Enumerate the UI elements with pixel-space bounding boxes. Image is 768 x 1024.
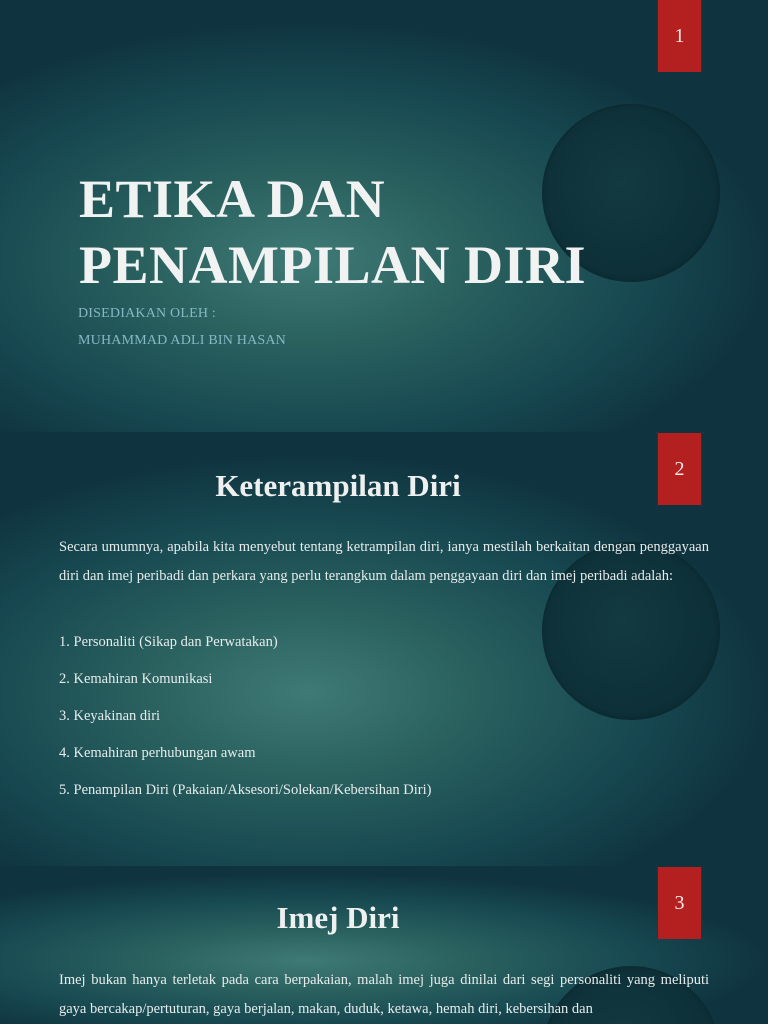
list-item: 1. Personaliti (Sikap dan Perwatakan) [59, 634, 278, 650]
slide-2 [0, 432, 768, 866]
slide-1 [0, 0, 768, 432]
list-item: 5. Penampilan Diri (Pakaian/Aksesori/Solekan/Kebersihan Diri) [59, 782, 432, 798]
intro-paragraph: Secara umumnya, apabila kita menyebut tentang ketrampilan diri, ianya mestilah berkaitan dengan penggayaan diri dan imej peribadi dan perkara yang perlu terangkum dalam penggayaan diri dan imej peribadi adalah: [59, 539, 709, 584]
author-name: MUHAMMAD ADLI BIN HASAN [78, 333, 286, 348]
title-line-2: PENAMPILAN DIRI [79, 235, 586, 295]
skills-list [59, 632, 431, 817]
list-item: 3. Keyakinan diri [59, 708, 161, 724]
slide-heading: Imej Diri [276, 900, 400, 935]
slide-number: 1 [674, 24, 685, 47]
slide-number: 3 [674, 891, 685, 914]
slide-number: 2 [674, 457, 685, 480]
slide-number-tag [657, 0, 702, 72]
slide-heading: Keterampilan Diri [215, 468, 461, 503]
list-item: 2. Kemahiran Komunikasi [59, 671, 213, 687]
title-line-1: ETIKA DAN [79, 169, 386, 229]
slide-title [79, 166, 586, 298]
intro-paragraph: Imej bukan hanya terletak pada cara berpakaian, malah imej juga dinilai dari segi personaliti yang meliputi gaya bercakap/pertuturan, gaya berjalan, makan, duduk, ketawa, hemah diri, kebersihan dan [59, 972, 709, 1017]
slide-3 [0, 866, 768, 1024]
list-item: 4. Kemahiran perhubungan awam [59, 745, 256, 761]
author-label: DISEDIAKAN OLEH : [78, 306, 216, 321]
